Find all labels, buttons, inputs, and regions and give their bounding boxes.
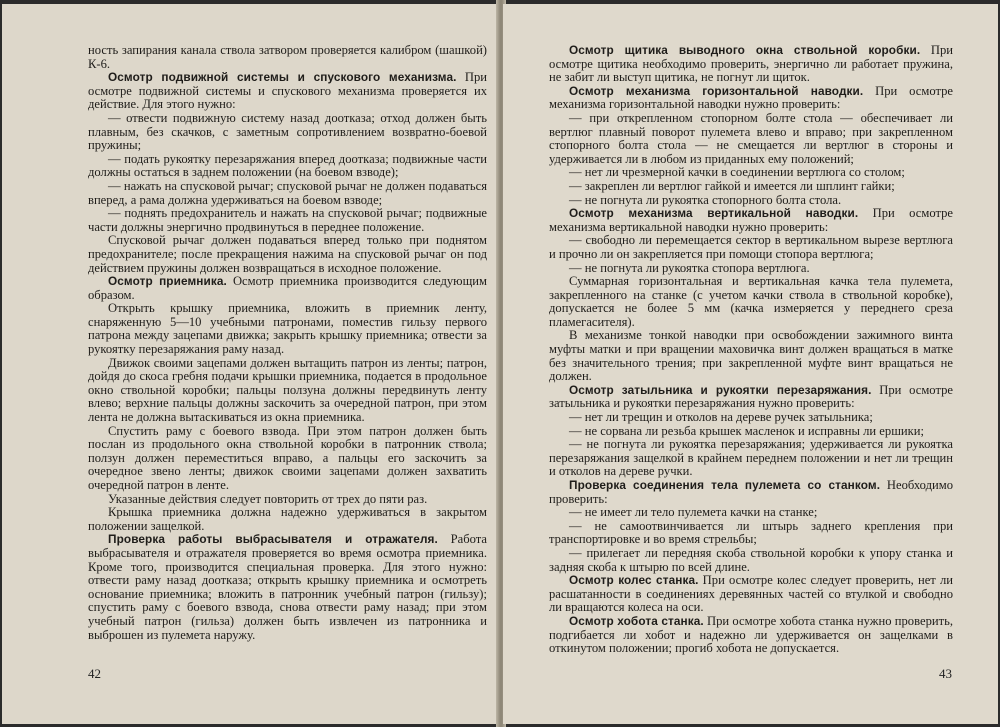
section-heading: Осмотр колес станка. — [569, 573, 699, 588]
paragraph: Спустить раму с боевого взвода. При этом патрон должен быть послан из продольного окна ствольной коробки в патронник ствола; ползун должен переместиться вправо, а пальцы его заскочить за очередное звено ленты; движок своими зацепами должен захватить очередной патрон в ленте. — [88, 423, 487, 492]
left-page — [2, 4, 498, 724]
section-heading: Осмотр хобота станка. — [569, 613, 704, 628]
paragraph: Осмотр подвижной системы и спускового механизма. При осмотре подвижной системы и спускового механизма проверяется их действие. Для этого нужно: — [88, 70, 488, 112]
paragraph: — нажать на спусковой рычаг; спусковой рычаг не должен подаваться вперед, а рама должна удерживаться на боевом взводе; — [88, 178, 487, 207]
left-page-text — [88, 44, 487, 642]
paragraph: — не погнута ли рукоятка перезаряжания; удерживается ли рукоятка перезаряжания защелкой в крайнем переднем положении и нет ли трещин и отколов на дереве ручки. — [549, 437, 953, 479]
page-number: 43 — [939, 666, 952, 681]
paragraph: Осмотр щитика выводного окна ствольной коробки. При осмотре щитика необходимо проверить, энергично ли работает пружина, не забит ли выступ щитика, не погнут ли щиток. — [549, 43, 953, 85]
section-heading: Осмотр механизма вертикальной наводки. — [569, 206, 859, 221]
section-heading: Проверка работы выбрасывателя и отражателя. — [108, 532, 438, 547]
paragraph: — не самоотвинчивается ли штырь заднего крепления при транспортировке и во время стрельбы; — [549, 518, 953, 547]
section-heading: Осмотр механизма горизонтальной наводки. — [569, 83, 864, 98]
section-heading: Осмотр щитика выводного окна ствольной коробки. — [569, 43, 921, 57]
paragraph: — прилегает ли передняя скоба ствольной коробки к упору станка и задняя скоба к штырю по всей длине. — [549, 545, 953, 574]
paragraph: Движок своими зацепами должен вытащить патрон из ленты; патрон, дойдя до скоса гребня подачи крышки приемника, подается в продольное окно ствольной коробки; пальцы ползуна должны передвинуть ленту влево; верхние пальцы должны заскочить за очередной патрон, при этом лента не должна вытаскиваться из окна приемника. — [88, 355, 487, 425]
paragraph: — подать рукоятку перезаряжания вперед доотказа; подвижные части должны остаться в заднем положении (на боевом взводе); — [88, 151, 487, 180]
paragraph: — не погнута ли рукоятка стопорного болта стола. — [569, 192, 842, 207]
paragraph: В механизме тонкой наводки при освобождении зажимного винта муфты матки и при вращении маховичка винт должен вращаться в матке без значительного трения; при закрепленной муфте винт вращаться не должен. — [549, 328, 953, 384]
paragraph: — нет ли чрезмерной качки в соединении вертлюга со столом; — [569, 165, 905, 180]
section-heading: Осмотр затыльника и рукоятки перезаряжания. — [569, 382, 872, 397]
paragraph: — не сорвана ли резьба крышек масленок и исправны ли ершики; — [569, 423, 924, 438]
paragraph: — не погнута ли рукоятка стопора вертлюга. — [569, 260, 810, 275]
paragraph: Осмотр затыльника и рукоятки перезаряжания. При осмотре затыльника и рукоятки перезаряжания нужно проверить: — [549, 382, 953, 411]
paragraph: Спусковой рычаг должен подаваться вперед только при поднятом предохранителе; после прекращения нажима на спусковой рычаг он под действием пружины должен возвращаться в исходное положение. — [88, 233, 487, 275]
right-page-text — [549, 44, 953, 656]
paragraph: Проверка работы выбрасывателя и отражателя. Работа выбрасывателя и отражателя проверяется во время осмотра приемника. Кроме того, производится специальная проверка. Для этого нужно: отвести раму назад доотказа; открыть крышку приемника и осмотреть основание приемника; вложить в патронник учебный патрон (гильзу); спустить раму с боевого взвода, снова отвести раму назад; при этом учебный патрон (гильза) должен быть извлечен из патронника и выброшен из пулемета наружу. — [88, 532, 488, 642]
paragraph: Осмотр механизма вертикальной наводки. При осмотре механизма вертикальной наводки нужно проверить: — [549, 206, 953, 234]
paragraph: — нет ли трещин и отколов на дереве ручек затыльника; — [569, 410, 873, 425]
paragraph: Указанные действия следует повторить от трех до пяти раз. — [108, 491, 428, 506]
section-heading: Осмотр приемника. — [108, 274, 227, 289]
paragraph: Суммарная горизонтальная и вертикальная качка тела пулемета, закрепленного на станке (с учетом качки ствола в ствольной коробке), допускается не более 5 мм (качка измеряется у переднего среза пламегасителя). — [549, 274, 953, 329]
paragraph: ность запирания канала ствола затвором проверяется калибром (шашкой) К-6. — [88, 43, 487, 71]
paragraph: Крышка приемника должна надежно удерживаться в закрытом положении защелкой. — [88, 505, 487, 533]
paragraph: Осмотр колес станка. При осмотре колес следует проверить, нет ли расшатанности в соединениях деревянных частей со втулкой и свободно ли вращаются колеса на оси. — [549, 573, 953, 615]
paragraph: Проверка соединения тела пулемета со станком. Необходимо проверить: — [549, 478, 953, 506]
paragraph: — не имеет ли тело пулемета качки на станке; — [569, 505, 818, 520]
page-number: 42 — [88, 666, 101, 681]
right-page — [503, 4, 998, 724]
paragraph: Осмотр приемника. Осмотр приемника производится следующим образом. — [88, 274, 487, 302]
paragraph: — поднять предохранитель и нажать на спусковой рычаг; подвижные части должны энергично продвинуться в переднее положение. — [88, 206, 487, 234]
paragraph: Осмотр хобота станка. При осмотре хобота станка нужно проверить, подгибается ли хобот и надежно ли удерживается он защелками в откинутом положении; прогиб хобота не допускается. — [549, 613, 954, 656]
paragraph: — отвести подвижную систему назад доотказа; отход должен быть плавным, без скачков, с заметным сопротивлением возвратно-боевой пружины; — [88, 110, 487, 153]
section-heading: Проверка соединения тела пулемета со станком. — [569, 478, 881, 492]
paragraph: — свободно ли перемещается сектор в вертикальном вырезе вертлюга и прочно ли он закрепляется при помощи стопора вертлюга; — [549, 233, 953, 261]
paragraph: Открыть крышку приемника, вложить в приемник ленту, снаряженную 5—10 учебными патронами, поместив гильзу первого патрона между зацепами движка; закрыть крышку приемника; отвести за рукоятку перезаряжания раму назад. — [88, 301, 487, 357]
section-heading: Осмотр подвижной системы и спускового механизма. — [108, 70, 457, 85]
paragraph: — закреплен ли вертлюг гайкой и имеется ли шплинт гайки; — [569, 178, 895, 193]
paragraph: — при открепленном стопорном болте стола — обеспечивает ли вертлюг плавный поворот пулемета влево и вправо; при закрепленном стопорного болта стола — не смещается ли вертлюг в стороны и удерживается ли в любом из приданных ему положений; — [549, 110, 953, 166]
paragraph: Осмотр механизма горизонтальной наводки. При осмотре механизма горизонтальной наводки нужно проверить: — [549, 83, 953, 112]
